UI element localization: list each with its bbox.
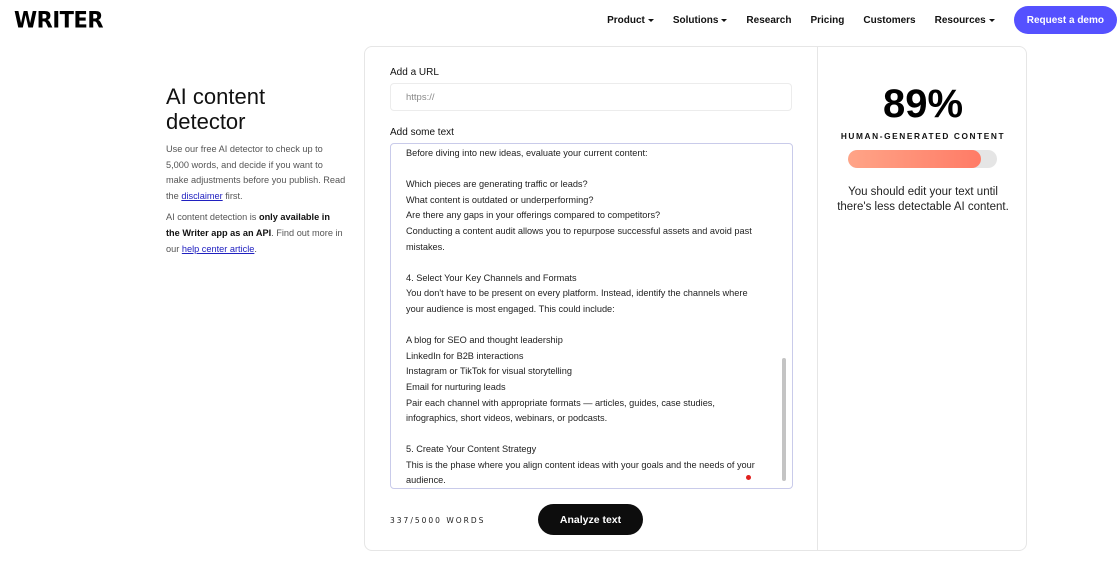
detector-card [364,46,1027,551]
text-input[interactable] [390,143,793,489]
grammar-indicator-icon [746,475,751,480]
textbox-scrollbar[interactable] [782,358,786,481]
chevron-down-icon [721,19,727,22]
score-percent: 89% [882,82,964,126]
nav-product[interactable]: Product [607,15,654,26]
word-count: 337/5000 WORDS [390,516,486,525]
writer-logo[interactable]: WRITER [14,7,103,33]
nav-solutions[interactable]: Solutions [673,15,728,26]
nav-customers[interactable]: Customers [863,14,916,26]
score-bar-fill [848,150,981,168]
score-bar [848,150,997,168]
nav-pricing[interactable]: Pricing [810,14,845,26]
analyze-text-button[interactable]: Analyze text [538,504,643,535]
disclaimer-link[interactable]: disclaimer [181,190,223,201]
intro-section [166,84,346,257]
page-title: AI content detector [166,84,266,134]
nav-research[interactable]: Research [746,14,792,26]
chevron-down-icon [989,19,995,22]
api-note: AI content detection is only available in the Writer app as an API. Find out more in our help center article. [166,212,343,254]
top-nav [588,6,1117,34]
score-label: HUMAN-GENERATED CONTENT [840,131,1006,141]
intro-description: Use our free AI detector to check up to 5,000 words, and decide if you want to make adjustments before you publish. Read the disclaimer first. [166,144,346,201]
nav-resources[interactable]: Resources [935,15,995,26]
result-panel [818,47,1028,550]
chevron-down-icon [648,19,654,22]
request-demo-button[interactable]: Request a demo [1014,6,1117,34]
url-input[interactable] [390,83,792,111]
text-label: Add some text [390,127,454,138]
help-center-link[interactable]: help center article [181,243,255,254]
url-label: Add a URL [390,67,439,78]
score-advice: You should edit your text until there's less detectable AI content. [837,186,1009,213]
text-input-content[interactable]: Before diving into new ideas, evaluate your current content: Which pieces are generating traffic or leads? What content is outdated or underperforming? Are there any gaps in your offerings compared to competitors? Conducting a content audit allows you to repurpose successful assets and avoid past mistakes. 4. Select Your Key Channels and Formats You don't have to be present on every platform. Instead, identify the channels where your audience is most engaged. This could include: A blog for SEO and thought leadership LinkedIn for B2B interactions Instagram or TikTok for visual storytelling Email for nurturing leads Pair each channel with appropriate formats — articles, guides, case studies, infographics, short videos, webinars, or podcasts. 5. Create Your Content Strategy This is the phase where you align content ideas with your goals and the needs of your audience. [406,148,755,486]
